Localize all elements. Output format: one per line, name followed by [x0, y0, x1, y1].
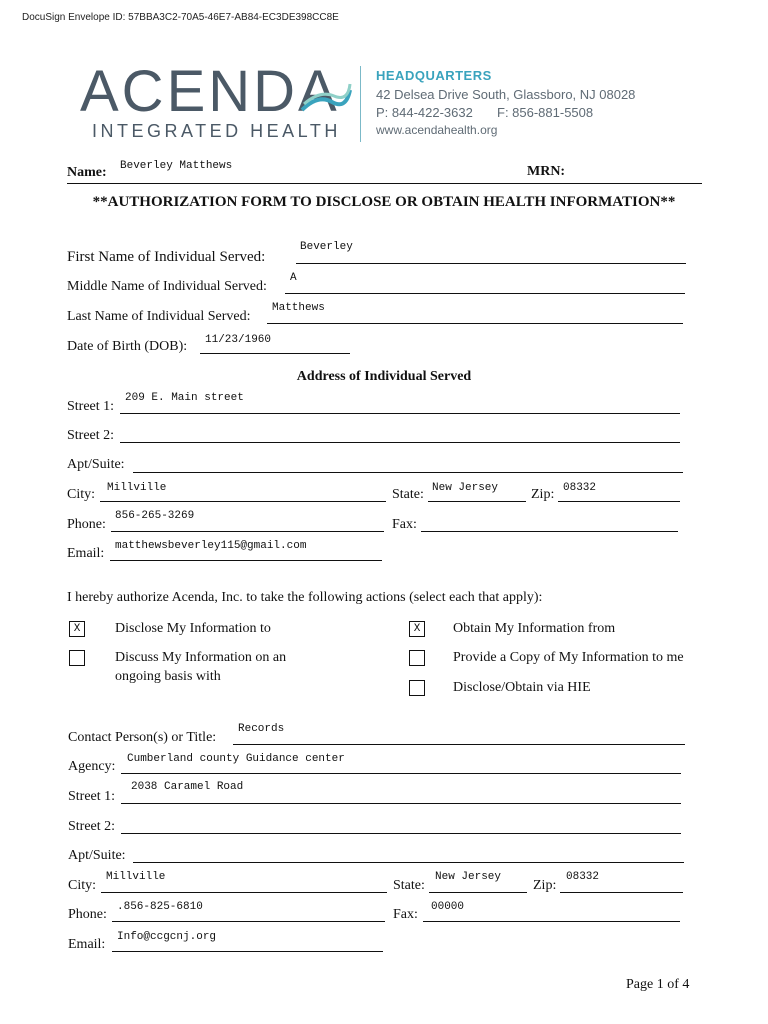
- acenda-logo-wordmark: ACENDA: [80, 59, 340, 124]
- hq-fax: F: 856-881-5508: [497, 105, 594, 120]
- contact-apt-line[interactable]: [133, 862, 684, 863]
- contact-zip-line: [560, 892, 683, 893]
- name-label: Name:: [67, 165, 107, 180]
- agency-field[interactable]: Cumberland county Guidance center: [127, 753, 345, 765]
- street1-field[interactable]: 209 E. Main street: [125, 392, 244, 404]
- contact-street2-line[interactable]: [121, 833, 681, 834]
- contact-street1-field[interactable]: 2038 Caramel Road: [131, 781, 244, 793]
- discuss-label-line1: Discuss My Information on an: [115, 650, 287, 665]
- logo-divider: [360, 66, 361, 142]
- address-heading: Address of Individual Served: [296, 369, 472, 384]
- state-field[interactable]: New Jersey: [432, 482, 499, 494]
- contact-city-field[interactable]: Millville: [106, 871, 166, 883]
- contact-zip-field[interactable]: 08332: [566, 871, 600, 883]
- fax-label: Fax:: [392, 517, 417, 532]
- email-label: Email:: [67, 546, 105, 561]
- city-field[interactable]: Millville: [107, 482, 167, 494]
- contact-phone-label: Phone:: [68, 907, 107, 922]
- envelope-id: DocuSign Envelope ID: 57BBA3C2-70A5-46E7-AB84-EC3DE398CC8E: [22, 12, 339, 23]
- acenda-logo-subtitle: INTEGRATED HEALTH: [92, 121, 341, 141]
- email-field[interactable]: matthewsbeverley115@gmail.com: [115, 540, 307, 552]
- discuss-checkbox[interactable]: [69, 650, 85, 666]
- middle-name-line: [285, 293, 685, 294]
- contact-street1-label: Street 1:: [68, 789, 116, 804]
- contact-apt-label: Apt/Suite:: [68, 848, 126, 863]
- contact-person-line: [233, 744, 685, 745]
- middle-name-label: Middle Name of Individual Served:: [67, 279, 267, 294]
- email-line: [110, 560, 382, 561]
- mrn-label: MRN:: [527, 164, 566, 179]
- hie-label: Disclose/Obtain via HIE: [453, 680, 591, 695]
- contact-state-label: State:: [393, 878, 425, 893]
- contact-zip-label: Zip:: [533, 878, 557, 893]
- contact-city-label: City:: [68, 878, 97, 893]
- dob-field[interactable]: 11/23/1960: [205, 334, 272, 346]
- header-rule: [67, 183, 702, 184]
- phone-label: Phone:: [67, 517, 106, 532]
- authorize-text: I hereby authorize Acenda, Inc. to take the following actions (select each that apply):: [67, 590, 543, 605]
- hie-checkbox[interactable]: [409, 680, 425, 696]
- hq-address: 42 Delsea Drive South, Glassboro, NJ 08028: [376, 87, 636, 102]
- street1-label: Street 1:: [67, 399, 115, 414]
- phone-field[interactable]: 856-265-3269: [115, 510, 195, 522]
- contact-email-field[interactable]: Info@ccgcnj.org: [117, 931, 217, 943]
- zip-label: Zip:: [531, 487, 555, 502]
- dob-line: [200, 353, 350, 354]
- form-title: **AUTHORIZATION FORM TO DISCLOSE OR OBTAIN HEALTH INFORMATION**: [92, 194, 676, 210]
- dob-label: Date of Birth (DOB):: [67, 339, 188, 354]
- contact-state-field[interactable]: New Jersey: [435, 871, 502, 883]
- contact-fax-field[interactable]: 00000: [431, 901, 465, 913]
- contact-street2-label: Street 2:: [68, 819, 116, 834]
- hq-phone: P: 844-422-3632: [376, 105, 473, 120]
- hq-website[interactable]: www.acendahealth.org: [376, 123, 498, 137]
- obtain-label: Obtain My Information from: [453, 621, 616, 636]
- agency-line: [121, 773, 681, 774]
- first-name-field[interactable]: Beverley: [300, 241, 353, 253]
- contact-email-line: [112, 951, 383, 952]
- discuss-label-line2: ongoing basis with: [115, 669, 221, 684]
- hq-label: HEADQUARTERS: [376, 68, 492, 83]
- apt-label: Apt/Suite:: [67, 457, 125, 472]
- contact-phone-field[interactable]: .856-825-6810: [117, 901, 203, 913]
- street2-line[interactable]: [120, 442, 680, 443]
- city-line: [100, 501, 386, 502]
- agency-label: Agency:: [68, 759, 116, 774]
- street1-line: [120, 413, 680, 414]
- contact-fax-line: [423, 921, 680, 922]
- last-name-line: [267, 323, 683, 324]
- street2-label: Street 2:: [67, 428, 115, 443]
- contact-street1-line: [121, 803, 681, 804]
- last-name-label: Last Name of Individual Served:: [67, 309, 251, 324]
- disclose-checkbox[interactable]: X: [69, 621, 85, 637]
- city-label: City:: [67, 487, 96, 502]
- contact-fax-label: Fax:: [393, 907, 418, 922]
- apt-line[interactable]: [133, 472, 683, 473]
- copy-label: Provide a Copy of My Information to me: [453, 650, 684, 665]
- first-name-line: [296, 263, 686, 264]
- zip-line: [558, 501, 680, 502]
- first-name-label: First Name of Individual Served:: [67, 249, 266, 265]
- contact-email-label: Email:: [68, 937, 106, 952]
- copy-checkbox[interactable]: [409, 650, 425, 666]
- middle-name-field[interactable]: A: [290, 272, 297, 284]
- contact-person-label: Contact Person(s) or Title:: [68, 730, 217, 745]
- contact-state-line: [429, 892, 527, 893]
- fax-line[interactable]: [421, 531, 678, 532]
- state-label: State:: [392, 487, 424, 502]
- contact-person-field[interactable]: Records: [238, 723, 285, 735]
- zip-field[interactable]: 08332: [563, 482, 597, 494]
- contact-city-line: [101, 892, 387, 893]
- contact-phone-line: [112, 921, 385, 922]
- obtain-checkbox[interactable]: X: [409, 621, 425, 637]
- last-name-field[interactable]: Matthews: [272, 302, 325, 314]
- phone-line: [111, 531, 384, 532]
- logo-wave-icon: [300, 80, 352, 114]
- state-line: [428, 501, 526, 502]
- name-value[interactable]: Beverley Matthews: [120, 160, 233, 172]
- page-number: Page 1 of 4: [626, 977, 690, 992]
- disclose-label: Disclose My Information to: [115, 621, 271, 636]
